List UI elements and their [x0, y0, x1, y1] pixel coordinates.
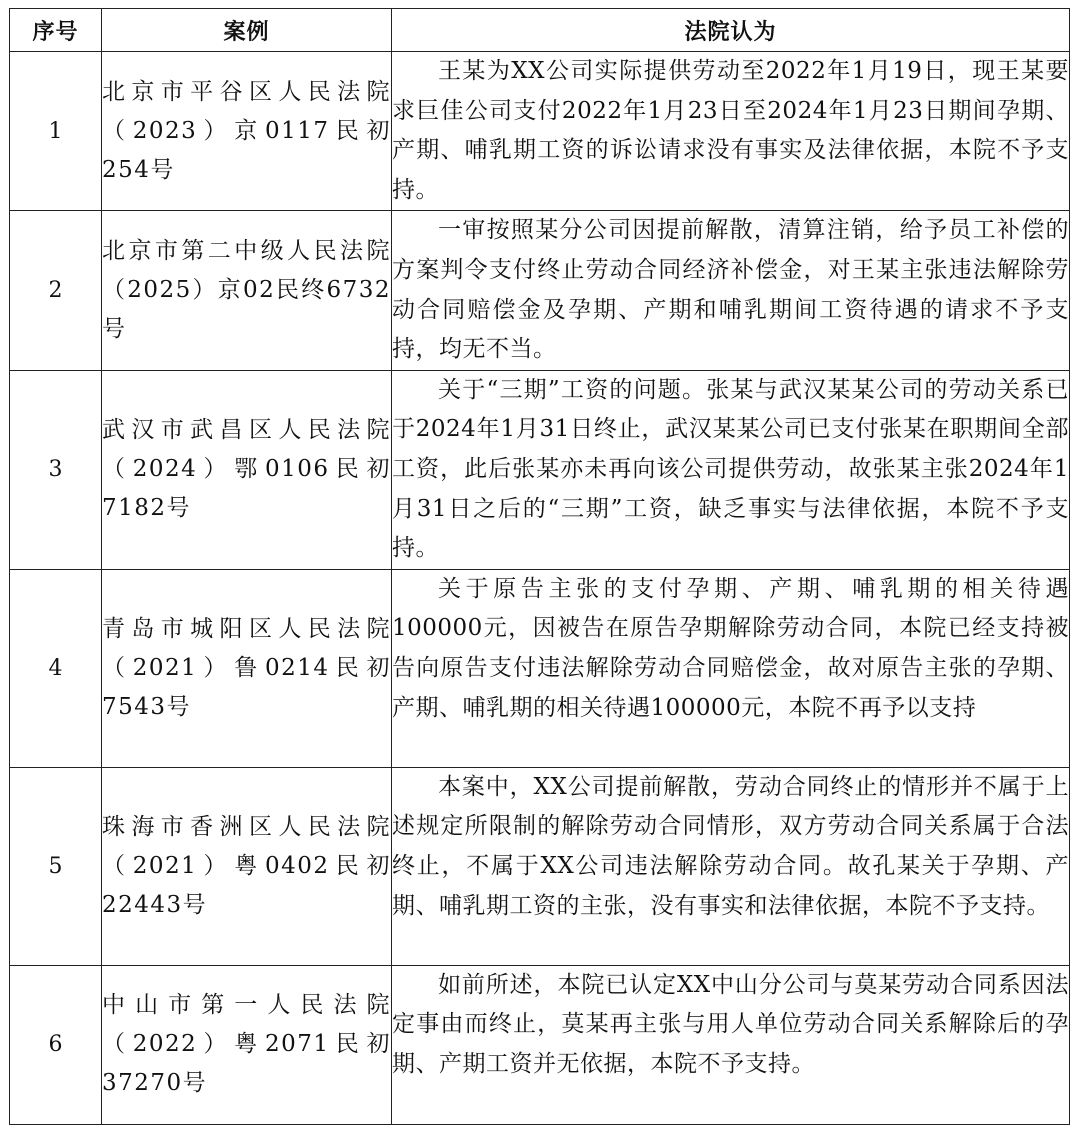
row-opinion — [392, 370, 1070, 569]
table-row — [10, 965, 1070, 1124]
row-index: 1 — [10, 52, 102, 211]
row-case-number: 青岛市城阳区人民法院（2021）鲁0214民初7543号 — [102, 569, 392, 767]
row-opinion — [392, 52, 1070, 211]
opinion-text: 关于“三期”工资的问题。张某与武汉某某公司的劳动关系已于2024年1月31日终止，武汉某某公司已支付张某在职期间全部工资，此后张某亦未再向该公司提供劳动，故张某主张2024年1月31日之后的“三期”工资，缺乏事实与法律依据，本院不予支持。 — [392, 376, 1069, 562]
header-index: 序号 — [10, 9, 102, 52]
row-opinion — [392, 569, 1070, 767]
row-opinion — [392, 767, 1070, 965]
row-case-number: 中山市第一人民法院（2022）粤2071民初37270号 — [102, 965, 392, 1124]
table-row — [10, 211, 1070, 370]
row-index: 6 — [10, 965, 102, 1124]
row-case-number: 北京市平谷区人民法院（2023）京0117民初254号 — [102, 52, 392, 211]
opinion-text: 如前所述，本院已认定XX中山分公司与莫某劳动合同系因法定事由而终止，莫某再主张与用人单位劳动合同关系解除后的孕期、产期工资并无依据，本院不予支持。 — [392, 971, 1069, 1077]
header-case: 案例 — [102, 9, 392, 52]
case-table — [9, 8, 1070, 1125]
row-index: 3 — [10, 370, 102, 569]
opinion-text: 一审按照某分公司因提前解散，清算注销，给予员工补偿的方案判令支付终止劳动合同经济补偿金，对王某主张违法解除劳动合同赔偿金及孕期、产期和哺乳期间工资待遇的请求不予支持，均无不当。 — [392, 217, 1069, 363]
row-case-number: 北京市第二中级人民法院（2025）京02民终6732号 — [102, 211, 392, 370]
row-index: 5 — [10, 767, 102, 965]
opinion-text: 王某为XX公司实际提供劳动至2022年1月19日，现王某要求巨佳公司支付2022年1月23日至2024年1月23日期间孕期、产期、哺乳期工资的诉讼请求没有事实及法律依据，本院不予支持。 — [392, 58, 1069, 203]
table-row — [10, 370, 1070, 569]
opinion-text: 关于原告主张的支付孕期、产期、哺乳期的相关待遇100000元，因被告在原告孕期解除劳动合同，本院已经支持被告向原告支付违法解除劳动合同赔偿金，故对原告主张的孕期、产期、哺乳期的相关待遇100000元，本院不再予以支持 — [392, 575, 1069, 721]
header-opinion: 法院认为 — [392, 9, 1070, 52]
row-case-number: 珠海市香洲区人民法院（2021）粤0402民初22443号 — [102, 767, 392, 965]
header-row — [10, 9, 1070, 52]
row-case-number: 武汉市武昌区人民法院（2024）鄂0106民初7182号 — [102, 370, 392, 569]
opinion-text: 本案中，XX公司提前解散，劳动合同终止的情形并不属于上述规定所限制的解除劳动合同情形，双方劳动合同关系属于合法终止，不属于XX公司违法解除劳动合同。故孔某关于孕期、产期、哺乳期工资的主张，没有事实和法律依据，本院不予支持。 — [392, 773, 1069, 919]
row-index: 4 — [10, 569, 102, 767]
table-row — [10, 767, 1070, 965]
row-opinion — [392, 211, 1070, 370]
table-row — [10, 569, 1070, 767]
table-row — [10, 52, 1070, 211]
row-opinion — [392, 965, 1070, 1124]
row-index: 2 — [10, 211, 102, 370]
